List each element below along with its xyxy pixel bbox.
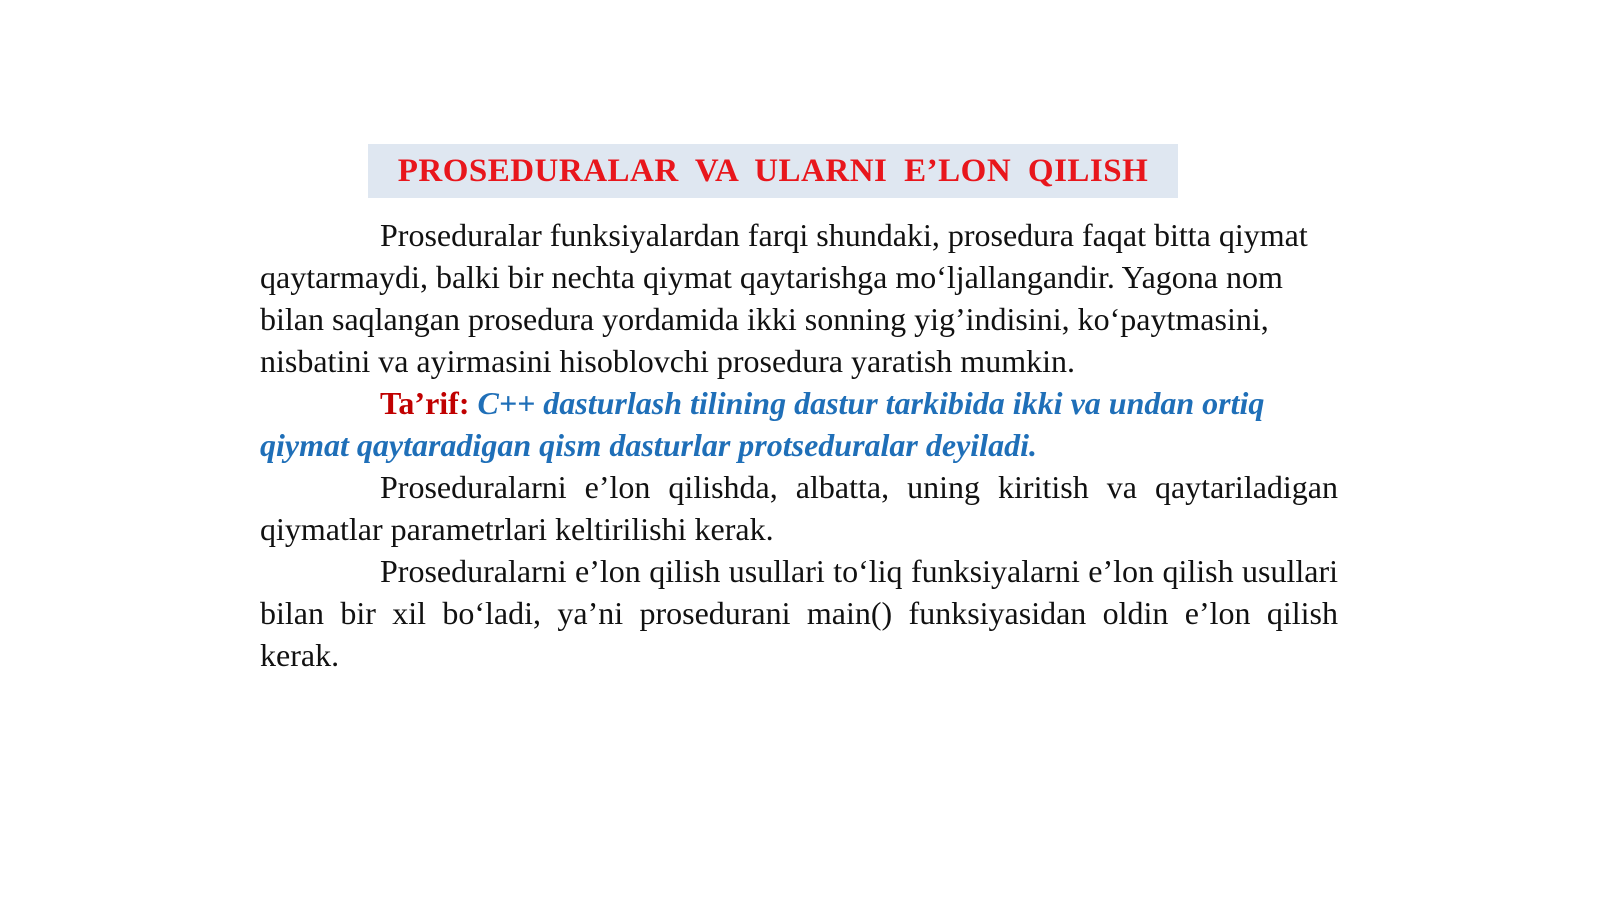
definition-text: C++ dasturlash tilining dastur tarkibida ikki va undan ortiq qiymat qaytaradigan qism dasturlar protseduralar deyiladi. [260, 385, 1265, 463]
paragraph-declaration: Proseduralarni e’lon qilishda, albatta, uning kiritish va qaytariladigan qiymatlar parametrlari keltirilishi kerak. [260, 469, 1338, 547]
title-banner [368, 144, 1178, 198]
paragraph-definition [260, 382, 1338, 466]
paragraph-declaration-methods: Proseduralarni e’lon qilish usullari to‘liq funksiyalarni e’lon qilish usullari bilan bir xil bo‘ladi, ya’ni prosedurani main() funksiyasidan oldin e’lon qilish kerak. [260, 553, 1338, 673]
definition-label: Ta’rif: [380, 385, 478, 421]
paragraph-intro: Proseduralar funksiyalardan farqi shundaki, prosedura faqat bitta qiymat qaytarmaydi, balki bir nechta qiymat qaytarishga mo‘ljallangandir. Yagona nom bilan saqlangan prosedura yordamida ikki sonning yig’indisini, ko‘paytmasini, nisbatini va ayirmasini hisoblovchi prosedura yaratish mumkin. [260, 217, 1308, 379]
slide-title: PROSEDURALAR VA ULARNI E’LON QILISH [397, 152, 1149, 189]
slide-body [260, 214, 1338, 676]
